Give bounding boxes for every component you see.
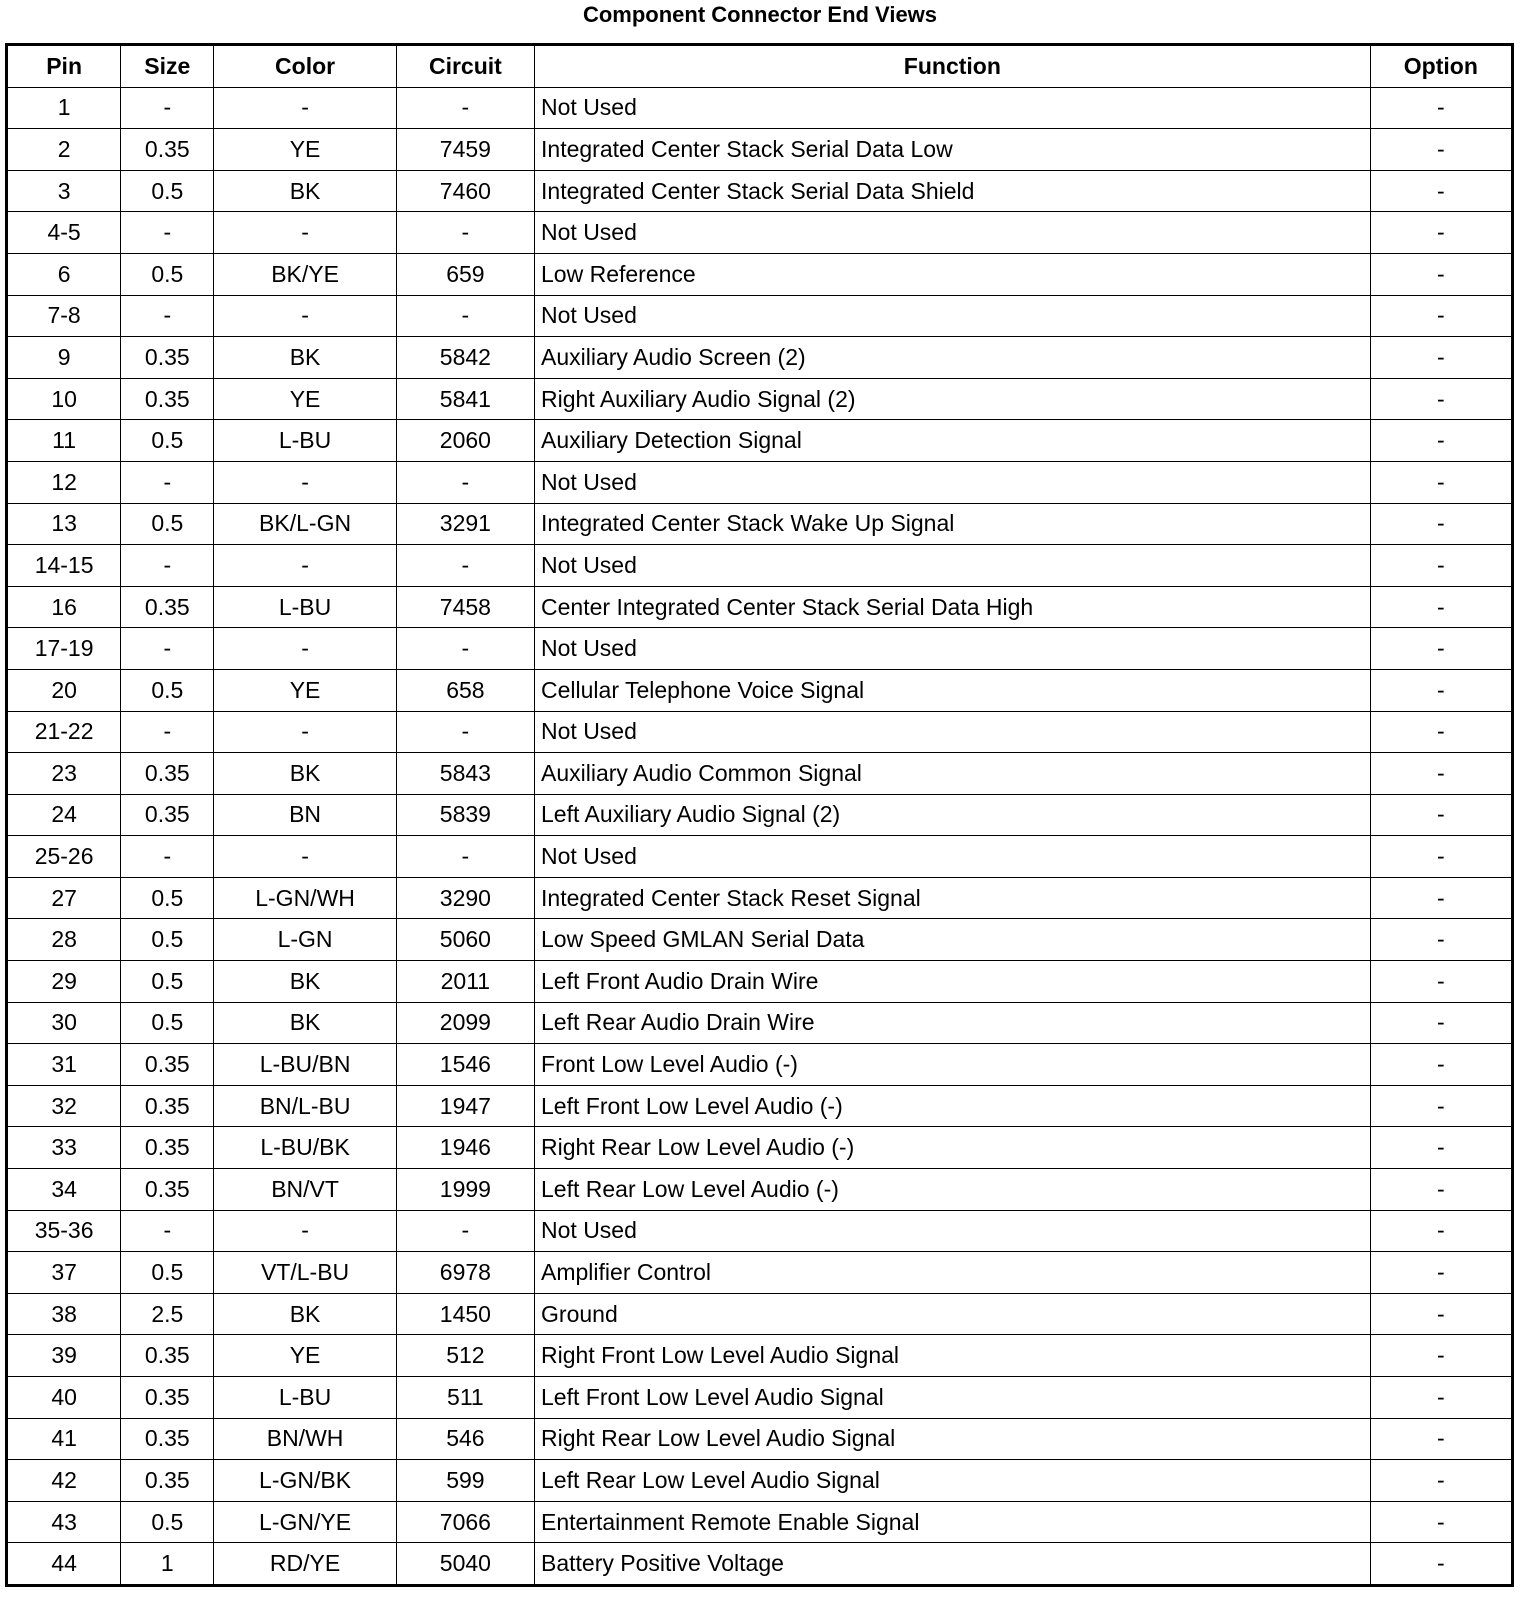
cell-option: - <box>1370 461 1512 503</box>
cell-option: - <box>1370 1169 1512 1211</box>
cell-circuit: - <box>396 461 534 503</box>
cell-circuit: 5843 <box>396 753 534 795</box>
cell-color: BK/YE <box>214 253 396 295</box>
cell-option: - <box>1370 1460 1512 1502</box>
cell-color: L-GN/WH <box>214 877 396 919</box>
cell-size: 0.35 <box>121 794 214 836</box>
cell-circuit: - <box>396 295 534 337</box>
cell-function: Cellular Telephone Voice Signal <box>535 669 1371 711</box>
cell-option: - <box>1370 669 1512 711</box>
cell-color: BN/VT <box>214 1169 396 1211</box>
cell-circuit: - <box>396 711 534 753</box>
cell-pin: 17-19 <box>7 628 121 670</box>
cell-color: YE <box>214 129 396 171</box>
cell-color: L-BU/BN <box>214 1044 396 1086</box>
cell-circuit: 5839 <box>396 794 534 836</box>
cell-function: Amplifier Control <box>535 1252 1371 1294</box>
table-row <box>7 461 1513 503</box>
cell-pin: 12 <box>7 461 121 503</box>
cell-function: Not Used <box>535 87 1371 129</box>
cell-circuit: 1999 <box>396 1169 534 1211</box>
table-body <box>7 87 1513 1585</box>
cell-color: YE <box>214 669 396 711</box>
table-row <box>7 1085 1513 1127</box>
cell-color: - <box>214 711 396 753</box>
cell-pin: 2 <box>7 129 121 171</box>
cell-circuit: 2060 <box>396 420 534 462</box>
cell-color: L-BU <box>214 1377 396 1419</box>
cell-size: 0.35 <box>121 1418 214 1460</box>
table-row <box>7 1293 1513 1335</box>
cell-circuit: 7459 <box>396 129 534 171</box>
cell-color: - <box>214 461 396 503</box>
cell-pin: 4-5 <box>7 212 121 254</box>
cell-function: Left Rear Low Level Audio Signal <box>535 1460 1371 1502</box>
cell-size: 0.35 <box>121 337 214 379</box>
table-row <box>7 1252 1513 1294</box>
cell-size: 0.5 <box>121 669 214 711</box>
cell-circuit: 1450 <box>396 1293 534 1335</box>
table-row <box>7 129 1513 171</box>
cell-option: - <box>1370 170 1512 212</box>
cell-pin: 27 <box>7 877 121 919</box>
cell-size: - <box>121 1210 214 1252</box>
cell-pin: 42 <box>7 1460 121 1502</box>
cell-option: - <box>1370 1210 1512 1252</box>
cell-option: - <box>1370 212 1512 254</box>
table-row <box>7 877 1513 919</box>
cell-function: Right Rear Low Level Audio (-) <box>535 1127 1371 1169</box>
cell-option: - <box>1370 1085 1512 1127</box>
cell-size: 0.35 <box>121 1169 214 1211</box>
cell-function: Left Front Low Level Audio (-) <box>535 1085 1371 1127</box>
cell-option: - <box>1370 1252 1512 1294</box>
cell-circuit: - <box>396 628 534 670</box>
cell-function: Low Reference <box>535 253 1371 295</box>
cell-color: YE <box>214 378 396 420</box>
table-row <box>7 1002 1513 1044</box>
cell-circuit: 7066 <box>396 1501 534 1543</box>
cell-size: 1 <box>121 1543 214 1586</box>
cell-size: 0.35 <box>121 753 214 795</box>
cell-function: Low Speed GMLAN Serial Data <box>535 919 1371 961</box>
cell-circuit: - <box>396 836 534 878</box>
cell-color: BK <box>214 753 396 795</box>
cell-circuit: 7458 <box>396 586 534 628</box>
document-title: Component Connector End Views <box>582 2 938 27</box>
cell-function: Not Used <box>535 295 1371 337</box>
cell-color: L-BU/BK <box>214 1127 396 1169</box>
cell-function: Right Front Low Level Audio Signal <box>535 1335 1371 1377</box>
cell-option: - <box>1370 919 1512 961</box>
cell-size: - <box>121 212 214 254</box>
table-row <box>7 503 1513 545</box>
cell-function: Left Front Low Level Audio Signal <box>535 1377 1371 1419</box>
cell-pin: 7-8 <box>7 295 121 337</box>
cell-option: - <box>1370 1418 1512 1460</box>
cell-option: - <box>1370 836 1512 878</box>
cell-option: - <box>1370 337 1512 379</box>
cell-size: 0.35 <box>121 1127 214 1169</box>
table-row <box>7 586 1513 628</box>
cell-function: Auxiliary Audio Screen (2) <box>535 337 1371 379</box>
table-row <box>7 545 1513 587</box>
table-row <box>7 1543 1513 1586</box>
cell-color: L-GN/BK <box>214 1460 396 1502</box>
cell-function: Left Rear Audio Drain Wire <box>535 1002 1371 1044</box>
cell-option: - <box>1370 295 1512 337</box>
cell-color: L-BU <box>214 586 396 628</box>
cell-option: - <box>1370 1044 1512 1086</box>
cell-size: 0.5 <box>121 919 214 961</box>
table-row <box>7 337 1513 379</box>
cell-color: BK <box>214 1002 396 1044</box>
cell-color: BK <box>214 961 396 1003</box>
cell-circuit: - <box>396 212 534 254</box>
cell-option: - <box>1370 87 1512 129</box>
header-option: Option <box>1370 45 1512 88</box>
cell-size: 0.5 <box>121 253 214 295</box>
cell-pin: 16 <box>7 586 121 628</box>
table-row <box>7 1460 1513 1502</box>
cell-color: - <box>214 295 396 337</box>
cell-circuit: 1947 <box>396 1085 534 1127</box>
cell-size: - <box>121 711 214 753</box>
table-row <box>7 420 1513 462</box>
cell-pin: 38 <box>7 1293 121 1335</box>
cell-option: - <box>1370 1501 1512 1543</box>
cell-color: L-GN/YE <box>214 1501 396 1543</box>
cell-color: BK/L-GN <box>214 503 396 545</box>
cell-pin: 21-22 <box>7 711 121 753</box>
cell-pin: 31 <box>7 1044 121 1086</box>
cell-function: Ground <box>535 1293 1371 1335</box>
table-row <box>7 1210 1513 1252</box>
table-row <box>7 1127 1513 1169</box>
header-circuit: Circuit <box>396 45 534 88</box>
header-color: Color <box>214 45 396 88</box>
table-row <box>7 87 1513 129</box>
cell-circuit: 5060 <box>396 919 534 961</box>
table-row <box>7 170 1513 212</box>
cell-size: 0.5 <box>121 1252 214 1294</box>
table-row <box>7 669 1513 711</box>
cell-pin: 28 <box>7 919 121 961</box>
cell-color: - <box>214 545 396 587</box>
cell-function: Integrated Center Stack Serial Data Shield <box>535 170 1371 212</box>
cell-pin: 3 <box>7 170 121 212</box>
cell-circuit: 512 <box>396 1335 534 1377</box>
cell-function: Left Front Audio Drain Wire <box>535 961 1371 1003</box>
cell-pin: 33 <box>7 1127 121 1169</box>
cell-function: Not Used <box>535 628 1371 670</box>
cell-pin: 20 <box>7 669 121 711</box>
table-row <box>7 794 1513 836</box>
cell-size: - <box>121 836 214 878</box>
cell-option: - <box>1370 1335 1512 1377</box>
cell-pin: 39 <box>7 1335 121 1377</box>
cell-color: - <box>214 87 396 129</box>
cell-color: VT/L-BU <box>214 1252 396 1294</box>
cell-pin: 32 <box>7 1085 121 1127</box>
header-size: Size <box>121 45 214 88</box>
cell-pin: 43 <box>7 1501 121 1543</box>
table-row <box>7 212 1513 254</box>
cell-option: - <box>1370 503 1512 545</box>
cell-option: - <box>1370 420 1512 462</box>
cell-circuit: 7460 <box>396 170 534 212</box>
cell-pin: 23 <box>7 753 121 795</box>
cell-circuit: 1946 <box>396 1127 534 1169</box>
cell-size: 0.35 <box>121 1085 214 1127</box>
cell-color: BK <box>214 337 396 379</box>
cell-function: Battery Positive Voltage <box>535 1543 1371 1586</box>
cell-size: 2.5 <box>121 1293 214 1335</box>
table-row <box>7 836 1513 878</box>
cell-function: Not Used <box>535 212 1371 254</box>
header-function: Function <box>535 45 1371 88</box>
table-row <box>7 295 1513 337</box>
cell-color: RD/YE <box>214 1543 396 1586</box>
cell-circuit: 3290 <box>396 877 534 919</box>
cell-option: - <box>1370 378 1512 420</box>
cell-pin: 6 <box>7 253 121 295</box>
cell-function: Left Rear Low Level Audio (-) <box>535 1169 1371 1211</box>
table-row <box>7 753 1513 795</box>
cell-size: 0.5 <box>121 961 214 1003</box>
cell-option: - <box>1370 628 1512 670</box>
cell-option: - <box>1370 1127 1512 1169</box>
cell-function: Front Low Level Audio (-) <box>535 1044 1371 1086</box>
cell-pin: 37 <box>7 1252 121 1294</box>
cell-size: - <box>121 628 214 670</box>
header-pin: Pin <box>7 45 121 88</box>
cell-circuit: 2011 <box>396 961 534 1003</box>
cell-color: YE <box>214 1335 396 1377</box>
table-row <box>7 919 1513 961</box>
cell-size: - <box>121 295 214 337</box>
table-row <box>7 1418 1513 1460</box>
cell-size: - <box>121 461 214 503</box>
table-row <box>7 1377 1513 1419</box>
cell-color: BN/L-BU <box>214 1085 396 1127</box>
cell-function: Not Used <box>535 461 1371 503</box>
cell-option: - <box>1370 794 1512 836</box>
cell-option: - <box>1370 1377 1512 1419</box>
cell-function: Not Used <box>535 836 1371 878</box>
cell-size: 0.35 <box>121 586 214 628</box>
cell-color: BN <box>214 794 396 836</box>
table-row <box>7 628 1513 670</box>
cell-option: - <box>1370 1002 1512 1044</box>
cell-function: Auxiliary Audio Common Signal <box>535 753 1371 795</box>
cell-option: - <box>1370 586 1512 628</box>
cell-function: Auxiliary Detection Signal <box>535 420 1371 462</box>
cell-size: 0.35 <box>121 1377 214 1419</box>
cell-size: - <box>121 545 214 587</box>
connector-pin-table <box>5 43 1514 1587</box>
cell-size: 0.35 <box>121 1044 214 1086</box>
cell-option: - <box>1370 129 1512 171</box>
cell-function: Not Used <box>535 1210 1371 1252</box>
cell-function: Left Auxiliary Audio Signal (2) <box>535 794 1371 836</box>
cell-pin: 30 <box>7 1002 121 1044</box>
table-row <box>7 711 1513 753</box>
cell-size: 0.35 <box>121 129 214 171</box>
cell-pin: 44 <box>7 1543 121 1586</box>
cell-pin: 41 <box>7 1418 121 1460</box>
cell-pin: 9 <box>7 337 121 379</box>
cell-color: - <box>214 1210 396 1252</box>
cell-pin: 25-26 <box>7 836 121 878</box>
cell-circuit: 5040 <box>396 1543 534 1586</box>
cell-option: - <box>1370 961 1512 1003</box>
cell-size: 0.5 <box>121 1501 214 1543</box>
table-row <box>7 1501 1513 1543</box>
cell-size: 0.5 <box>121 420 214 462</box>
cell-pin: 35-36 <box>7 1210 121 1252</box>
cell-circuit: 5841 <box>396 378 534 420</box>
cell-circuit: - <box>396 87 534 129</box>
cell-size: 0.5 <box>121 1002 214 1044</box>
cell-option: - <box>1370 711 1512 753</box>
cell-size: 0.5 <box>121 877 214 919</box>
cell-circuit: 658 <box>396 669 534 711</box>
cell-pin: 29 <box>7 961 121 1003</box>
cell-pin: 11 <box>7 420 121 462</box>
cell-function: Right Auxiliary Audio Signal (2) <box>535 378 1371 420</box>
cell-circuit: 3291 <box>396 503 534 545</box>
cell-function: Not Used <box>535 545 1371 587</box>
cell-circuit: 511 <box>396 1377 534 1419</box>
cell-circuit: 6978 <box>396 1252 534 1294</box>
cell-function: Integrated Center Stack Serial Data Low <box>535 129 1371 171</box>
cell-size: 0.5 <box>121 170 214 212</box>
cell-color: - <box>214 836 396 878</box>
cell-size: 0.35 <box>121 1335 214 1377</box>
table-row <box>7 378 1513 420</box>
cell-circuit: - <box>396 1210 534 1252</box>
cell-pin: 40 <box>7 1377 121 1419</box>
cell-size: - <box>121 87 214 129</box>
cell-circuit: 546 <box>396 1418 534 1460</box>
cell-pin: 1 <box>7 87 121 129</box>
cell-color: - <box>214 212 396 254</box>
table-row <box>7 1335 1513 1377</box>
cell-size: 0.35 <box>121 378 214 420</box>
cell-color: L-BU <box>214 420 396 462</box>
cell-color: BK <box>214 1293 396 1335</box>
cell-function: Integrated Center Stack Wake Up Signal <box>535 503 1371 545</box>
table-row <box>7 1169 1513 1211</box>
cell-function: Entertainment Remote Enable Signal <box>535 1501 1371 1543</box>
cell-circuit: - <box>396 545 534 587</box>
cell-circuit: 5842 <box>396 337 534 379</box>
cell-pin: 13 <box>7 503 121 545</box>
cell-circuit: 1546 <box>396 1044 534 1086</box>
cell-pin: 24 <box>7 794 121 836</box>
cell-option: - <box>1370 753 1512 795</box>
cell-size: 0.5 <box>121 503 214 545</box>
cell-color: L-GN <box>214 919 396 961</box>
cell-size: 0.35 <box>121 1460 214 1502</box>
cell-function: Not Used <box>535 711 1371 753</box>
table-row <box>7 961 1513 1003</box>
cell-function: Right Rear Low Level Audio Signal <box>535 1418 1371 1460</box>
cell-circuit: 659 <box>396 253 534 295</box>
cell-color: - <box>214 628 396 670</box>
cell-option: - <box>1370 253 1512 295</box>
header-row <box>7 45 1513 88</box>
cell-pin: 14-15 <box>7 545 121 587</box>
cell-option: - <box>1370 877 1512 919</box>
cell-option: - <box>1370 1543 1512 1586</box>
cell-circuit: 599 <box>396 1460 534 1502</box>
cell-color: BK <box>214 170 396 212</box>
table-row <box>7 1044 1513 1086</box>
cell-option: - <box>1370 545 1512 587</box>
cell-option: - <box>1370 1293 1512 1335</box>
cell-color: BN/WH <box>214 1418 396 1460</box>
table-row <box>7 253 1513 295</box>
cell-function: Integrated Center Stack Reset Signal <box>535 877 1371 919</box>
cell-pin: 34 <box>7 1169 121 1211</box>
cell-function: Center Integrated Center Stack Serial Data High <box>535 586 1371 628</box>
cell-circuit: 2099 <box>396 1002 534 1044</box>
cell-pin: 10 <box>7 378 121 420</box>
